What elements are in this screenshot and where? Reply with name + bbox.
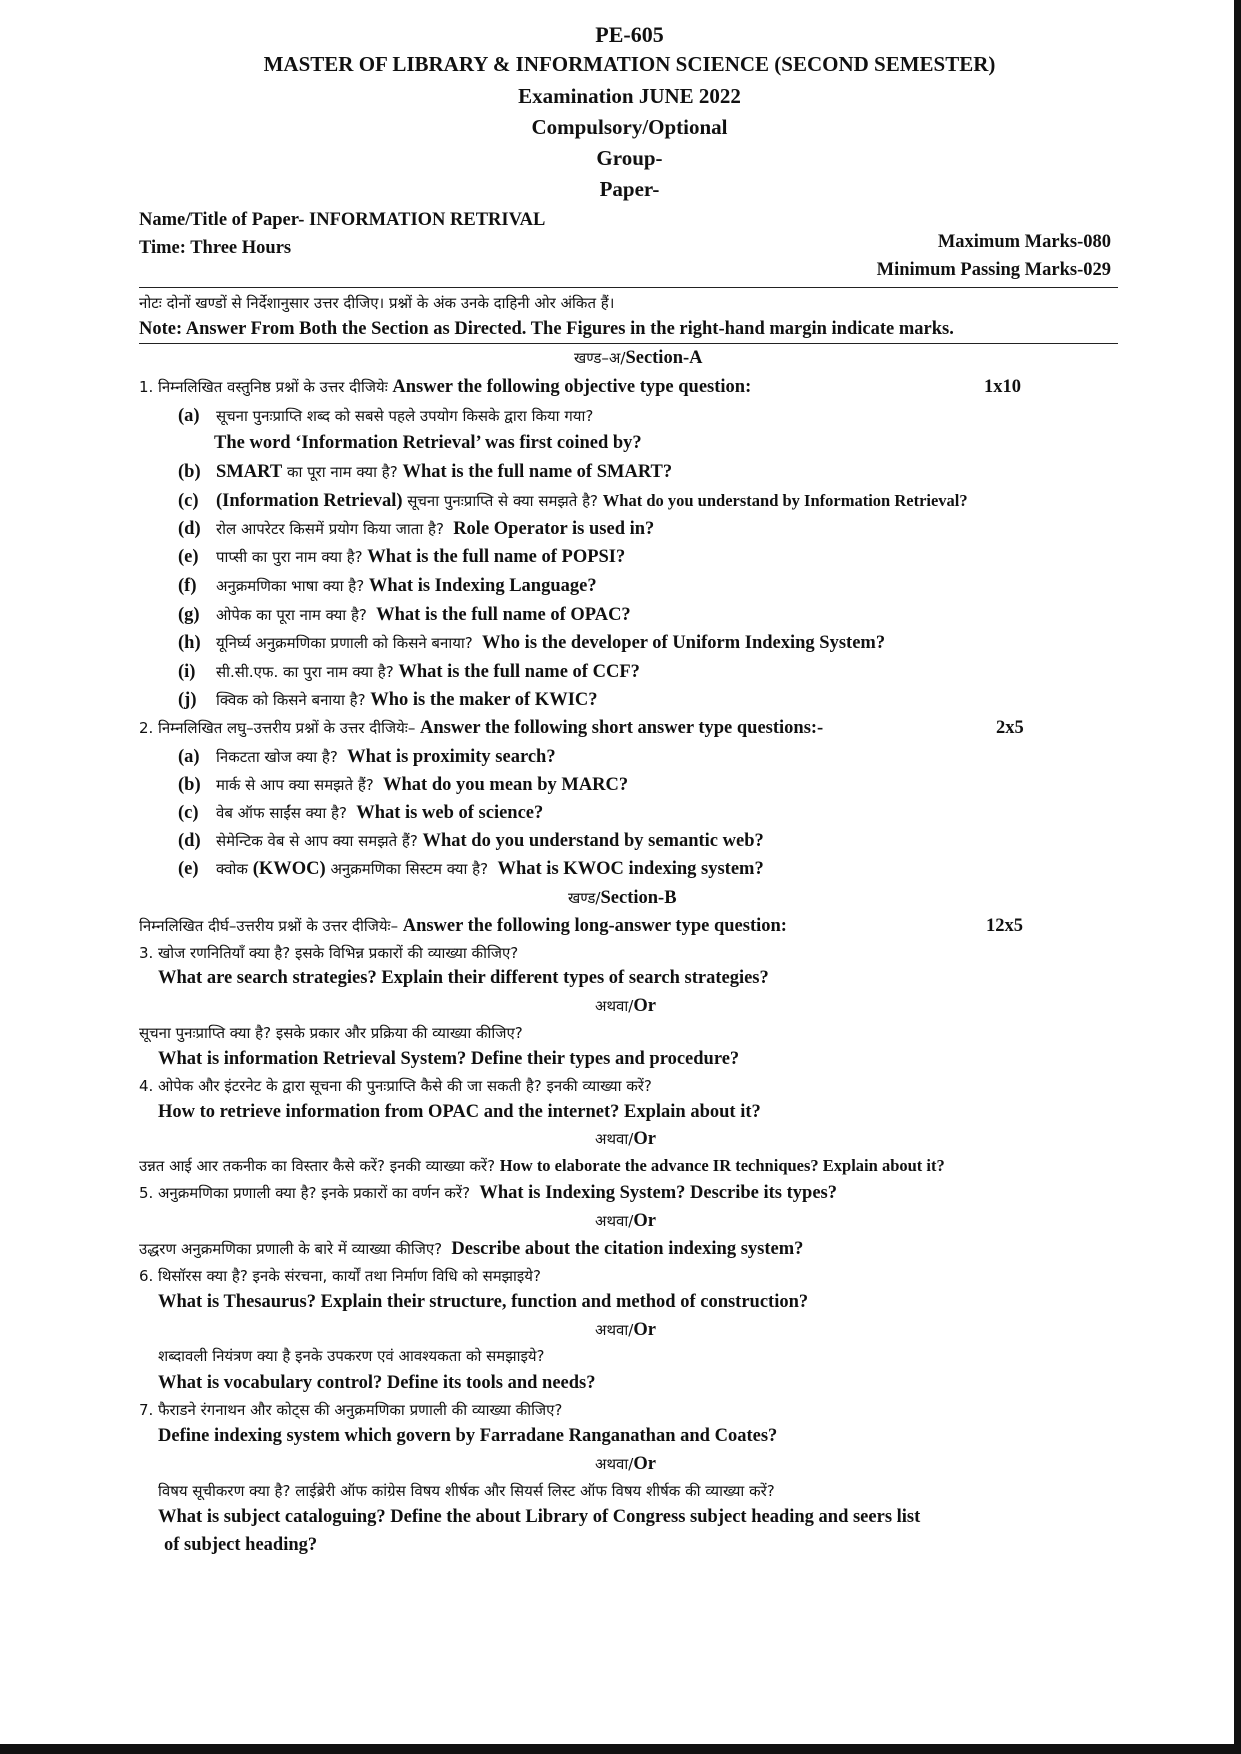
q2-item-e: (e) क्वोक (KWOC) अनुक्रमणिका सिस्टम क्या है? What is KWOC indexing system?: [178, 859, 764, 879]
q1-item-a: (a) सूचना पुनःप्राप्ति शब्द को सबसे पहले उपयोग किसके द्वारा किया गया?: [178, 406, 594, 426]
section-a-heading: खण्ड–अ/Section-A: [574, 348, 703, 368]
question-7-alt-english-cont: of subject heading?: [164, 1535, 318, 1555]
paper-label: Paper-: [599, 177, 660, 201]
q1-item-i: (i) सी.सी.एफ. का पुरा नाम क्या है? What is the full name of CCF?: [178, 662, 640, 682]
programme-title: MASTER OF LIBRARY & INFORMATION SCIENCE (SECOND SEMESTER): [263, 52, 996, 76]
question-3-hindi: 3. खोज रणनितियाँ क्या है? इसके विभिन्न प्रकारों की व्याख्या कीजिए?: [139, 944, 519, 962]
scan-bottom-edge: [0, 1744, 1241, 1754]
q7-or: अथवा/Or: [595, 1454, 656, 1474]
q1-item-h: (h) यूनिर्घ्य अनुक्रमणिका प्रणाली को किसने बनाया? Who is the developer of Uniform Indexing System?: [178, 633, 886, 653]
header-rule: [139, 287, 1118, 288]
question-6-alt-english: What is vocabulary control? Define its tools and needs?: [158, 1373, 596, 1393]
q1-item-f: (f) अनुक्रमणिका भाषा क्या है? What is Indexing Language?: [178, 576, 597, 596]
question-5-alt: उद्धरण अनुक्रमणिका प्रणाली के बारे में व्याख्या कीजिए? Describe about the citation indexing system?: [139, 1239, 804, 1259]
question-4-alt: उन्नत आई आर तकनीक का विस्तार कैसे करें? इनकी व्याख्या करें? How to elaborate the advance IR techniques? Explain about it?: [139, 1156, 945, 1175]
paper-title: Name/Title of Paper- INFORMATION RETRIVAL: [139, 210, 546, 230]
question-6-english: What is Thesaurus? Explain their structure, function and method of construction?: [158, 1292, 809, 1312]
question-1: 1. निम्नलिखित वस्तुनिष्ठ प्रश्नों के उत्तर दीजियेः Answer the following objective type question:: [139, 377, 752, 397]
q1-item-g: (g) ओपेक का पूरा नाम क्या है? What is the full name of OPAC?: [178, 605, 631, 625]
question-3-alt-english: What is information Retrieval System? Define their types and procedure?: [158, 1049, 740, 1069]
question-2: 2. निम्नलिखित लघु–उत्तरीय प्रश्नों के उत्तर दीजियेः– Answer the following short answer type questions:-: [139, 718, 824, 738]
q1-item-b: (b) SMART का पूरा नाम क्या है? What is the full name of SMART?: [178, 462, 673, 482]
question-6-alt-hindi: शब्दावली नियंत्रण क्या है इनके उपकरण एवं आवश्यकता को समझाइये?: [158, 1347, 545, 1365]
note-english: Note: Answer From Both the Section as Directed. The Figures in the right-hand margin indicate marks.: [139, 319, 954, 339]
q5-or: अथवा/Or: [595, 1211, 656, 1231]
note-hindi: नोटः दोनों खण्डों से निर्देशानुसार उत्तर दीजिए। प्रश्नों के अंक उनके दाहिनी ओर अंकित हैं।: [139, 294, 615, 312]
q2-item-a: (a) निकटता खोज क्या है? What is proximity search?: [178, 747, 556, 767]
question-6-hindi: 6. थिसॉरस क्या है? इनके संरचना, कार्यों तथा निर्माण विधि को समझाइये?: [139, 1267, 541, 1285]
section-b-heading: खण्ड/Section-B: [568, 888, 677, 908]
q2-marks: 2x5: [996, 718, 1024, 738]
q4-or: अथवा/Or: [595, 1129, 656, 1149]
q1-item-a-english: The word ‘Information Retrieval’ was first coined by?: [214, 433, 642, 453]
question-5: 5. अनुक्रमणिका प्रणाली क्या है? इनके प्रकारों का वर्णन करें? What is Indexing System? Describe its types?: [139, 1183, 837, 1203]
exam-session: Examination JUNE 2022: [518, 84, 741, 108]
section-b-instruction: निम्नलिखित दीर्घ–उत्तरीय प्रश्नों के उत्तर दीजियेः– Answer the following long-answer type question:: [139, 916, 787, 936]
q1-item-d: (d) रोल आपरेटर किसमें प्रयोग किया जाता है? Role Operator is used in?: [178, 519, 655, 539]
question-7-alt-hindi: विषय सूचीकरण क्या है? लाईब्रेरी ऑफ कांग्रेस विषय शीर्षक और सियर्स लिस्ट ऑफ विषय शीर्षक की व्याख्या करें?: [158, 1482, 775, 1500]
q1-marks: 1x10: [984, 377, 1021, 397]
q1-item-e: (e) पाप्सी का पुरा नाम क्या है? What is the full name of POPSI?: [178, 547, 626, 567]
q2-item-c: (c) वेब ऑफ साईंस क्या है? What is web of science?: [178, 803, 544, 823]
q6-or: अथवा/Or: [595, 1320, 656, 1340]
question-3-alt-hindi: सूचना पुनःप्राप्ति क्या है? इसके प्रकार और प्रक्रिया की व्याख्या कीजिए?: [139, 1024, 523, 1042]
question-7-hindi: 7. फैराडने रंगनाथन और कोट्स की अनुक्रमणिका प्रणाली की व्याख्या कीजिए?: [139, 1401, 563, 1419]
question-4-hindi: 4. ओपेक और इंटरनेट के द्वारा सूचना की पुनःप्राप्ति कैसे की जा सकती है? इनकी व्याख्या करें?: [139, 1077, 652, 1095]
question-3-english: What are search strategies? Explain their different types of search strategies?: [158, 968, 769, 988]
q2-item-d: (d) सेमेन्टिक वेब से आप क्या समझते हैं? What do you understand by semantic web?: [178, 831, 764, 851]
question-7-english: Define indexing system which govern by Farradane Ranganathan and Coates?: [158, 1426, 778, 1446]
group-label: Group-: [596, 146, 663, 170]
q1-item-c: (c) (Information Retrieval) सूचना पुनःप्राप्ति से क्या समझते है? What do you understand by Information Retrieval?: [178, 491, 968, 511]
paper-code: PE-605: [595, 22, 664, 47]
minimum-passing-marks: Minimum Passing Marks-029: [876, 260, 1111, 280]
question-4-english: How to retrieve information from OPAC and the internet? Explain about it?: [158, 1102, 761, 1122]
q2-item-b: (b) मार्क से आप क्या समझते हैं? What do you mean by MARC?: [178, 775, 629, 795]
question-7-alt-english: What is subject cataloguing? Define the about Library of Congress subject heading and seers list: [158, 1507, 921, 1527]
paper-type: Compulsory/Optional: [531, 115, 728, 139]
q1-item-j: (j) क्विक को किसने बनाया है? Who is the maker of KWIC?: [178, 690, 598, 710]
note-rule: [139, 343, 1118, 344]
q3-or: अथवा/Or: [595, 996, 656, 1016]
exam-time: Time: Three Hours: [139, 238, 292, 258]
section-b-marks: 12x5: [986, 916, 1023, 936]
scan-right-edge: [1234, 0, 1241, 1754]
maximum-marks: Maximum Marks-080: [937, 232, 1111, 252]
